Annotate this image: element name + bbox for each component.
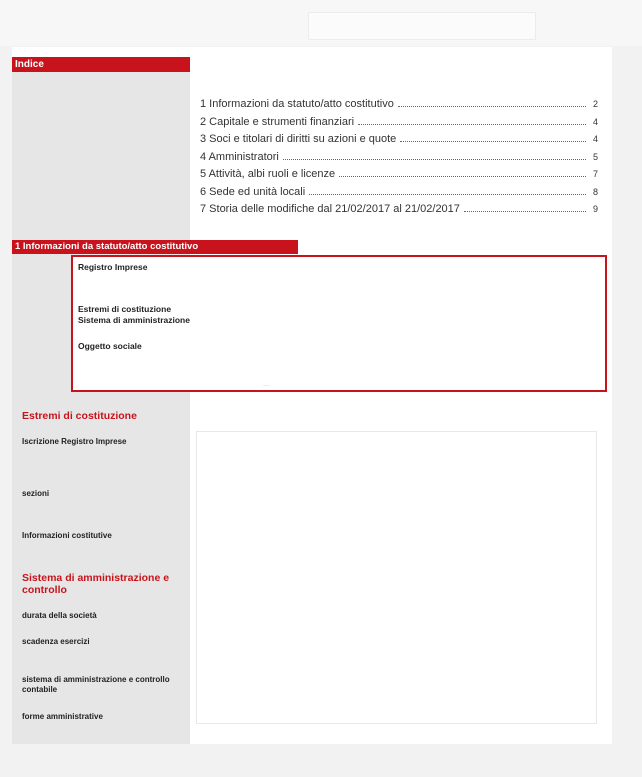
toc-page: 5: [592, 151, 598, 162]
amministrazione-heading: Sistema di amministrazione e controllo: [22, 572, 170, 596]
summary-ellipsis: ...: [263, 381, 269, 388]
index-title: Indice: [12, 57, 190, 72]
costituzione-label: Iscrizione Registro Imprese: [22, 437, 127, 446]
costituzione-label: Informazioni costitutive: [22, 531, 112, 540]
toc-page: 4: [592, 134, 598, 144]
toc-label: 3 Soci e titolari di diritti su azioni e quote: [200, 133, 397, 145]
header-box: [308, 12, 536, 40]
toc-item[interactable]: [200, 116, 598, 134]
toc-page: 8: [592, 186, 598, 197]
costituzione-heading: Estremi di costituzione: [22, 410, 137, 422]
toc-label: 5 Attività, albi ruoli e licenze: [200, 168, 336, 180]
costituzione-label: sezioni: [22, 489, 50, 498]
toc-item[interactable]: [200, 186, 598, 204]
toc-leader: [400, 141, 586, 142]
toc-label: 2 Capitale e strumenti finanziari: [200, 115, 355, 128]
content-box: [196, 431, 597, 724]
toc-label: 7 Storia delle modifiche dal 21/02/2017 al 21/02/2017: [200, 203, 460, 215]
section-title: 1 Informazioni da statuto/atto costitutivo: [12, 240, 298, 254]
toc-page: 7: [592, 169, 598, 179]
toc-leader: [358, 124, 586, 125]
toc-leader: [283, 159, 586, 160]
amministrazione-label: durata della società: [22, 611, 97, 620]
toc-page: 4: [592, 116, 598, 127]
toc-item[interactable]: [200, 98, 598, 116]
toc-item[interactable]: [200, 168, 598, 186]
toc-label: 1 Informazioni da statuto/atto costitutivo: [200, 98, 394, 110]
toc-leader: [339, 176, 586, 177]
toc-page: 2: [592, 99, 598, 109]
toc-label: 6 Sede ed unità locali: [200, 185, 306, 198]
summary-label-estremi: Estremi di costituzione: [78, 304, 172, 314]
toc-leader: [464, 211, 586, 212]
toc-leader: [309, 194, 586, 195]
amministrazione-label: scadenza esercizi: [22, 637, 90, 646]
summary-label-oggetto: Oggetto sociale: [78, 341, 142, 351]
summary-label-sistema: Sistema di amministrazione: [78, 315, 190, 325]
toc-label: 4 Amministratori: [200, 150, 279, 163]
toc-page: 9: [592, 204, 598, 214]
summary-box: [71, 255, 607, 392]
table-of-contents: [200, 98, 598, 221]
top-bar: [0, 0, 642, 46]
toc-item[interactable]: [200, 203, 598, 221]
amministrazione-label: forme amministrative: [22, 712, 103, 721]
toc-leader: [398, 106, 586, 107]
toc-item[interactable]: [200, 151, 598, 169]
document-page: [12, 47, 612, 744]
amministrazione-label: sistema di amministrazione e controllo contabile: [22, 675, 170, 694]
summary-label-registro: Registro Imprese: [78, 262, 148, 272]
toc-item[interactable]: [200, 133, 598, 151]
